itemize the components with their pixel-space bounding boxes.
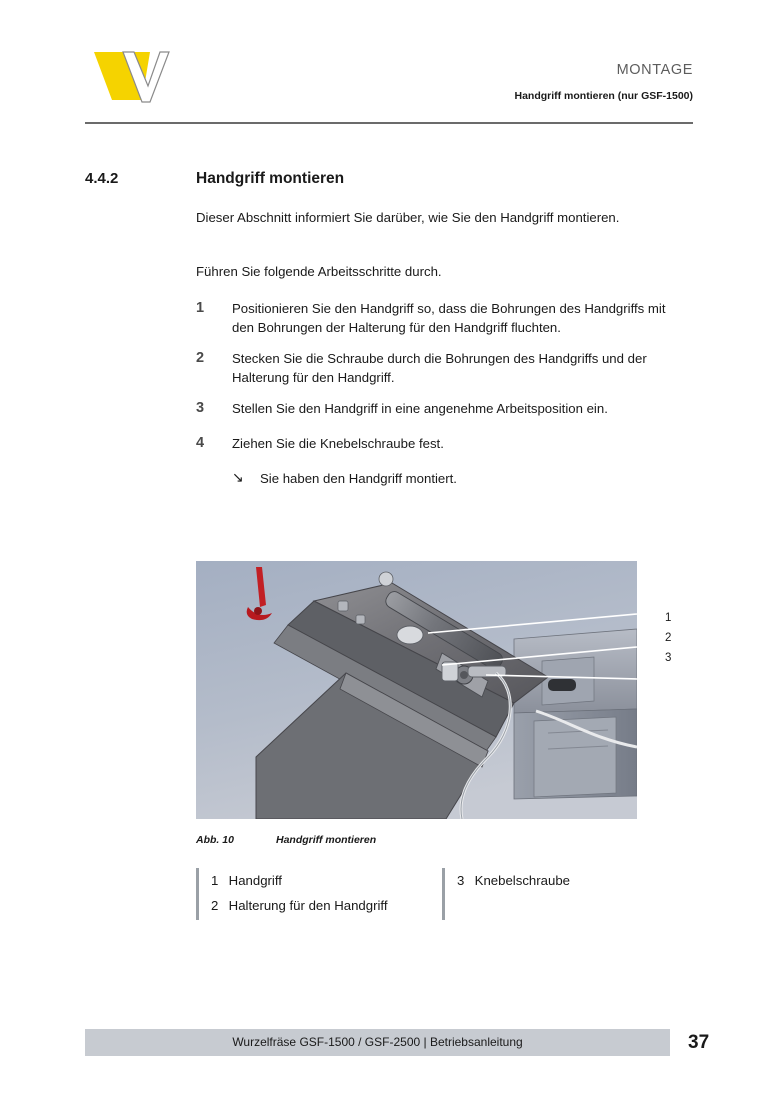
callout-1: 1	[665, 612, 672, 624]
legend-label: Halterung für den Handgriff	[228, 898, 388, 913]
step-text: Stecken Sie die Schraube durch die Bohrungen des Handgriffs und der Halterung für den Handgriff.	[232, 351, 647, 385]
procedure-steps	[196, 300, 691, 490]
company-logo	[90, 48, 182, 110]
step-number: 4	[196, 435, 205, 451]
header-chapter-title: MONTAGE	[616, 62, 693, 78]
intro-paragraph-1: Dieser Abschnitt informiert Sie darüber, wie Sie den Handgriff montieren.	[196, 210, 620, 225]
list-item	[196, 300, 691, 337]
footer-text: Wurzelfräse GSF-1500 / GSF-2500 | Betriebsanleitung	[232, 1035, 523, 1049]
step-text: Stellen Sie den Handgriff in eine angenehme Arbeitsposition ein.	[232, 401, 608, 416]
list-item	[196, 435, 691, 457]
callout-3: 3	[665, 652, 672, 664]
list-item	[196, 400, 691, 422]
list-item	[457, 868, 688, 893]
list-item	[211, 868, 442, 893]
step-result	[232, 470, 691, 490]
figure-caption-text: Handgriff montieren	[276, 834, 377, 846]
figure-image	[196, 561, 637, 819]
intro-paragraph-2: Führen Sie folgende Arbeitsschritte durch.	[196, 264, 442, 279]
figure-callout-numbers	[665, 608, 685, 668]
list-item	[196, 350, 691, 387]
page-number: 37	[688, 1032, 710, 1053]
list-item	[211, 893, 442, 918]
legend-column-right	[442, 868, 688, 920]
section-number: 4.4.2	[85, 170, 119, 187]
result-text: Sie haben den Handgriff montiert.	[260, 471, 457, 486]
page-header	[85, 48, 693, 120]
result-arrow-icon: ↘	[232, 469, 244, 485]
legend-number: 2	[211, 898, 219, 913]
legend-column-left	[196, 868, 442, 920]
legend-label: Handgriff	[228, 873, 282, 888]
step-text: Ziehen Sie die Knebelschraube fest.	[232, 436, 444, 451]
callout-2: 2	[665, 632, 672, 644]
legend-number: 1	[211, 873, 219, 888]
legend-label: Knebelschraube	[474, 873, 570, 888]
header-divider	[85, 122, 693, 124]
figure-legend	[196, 868, 688, 924]
figure-caption-number: Abb. 10	[196, 834, 234, 846]
step-number: 3	[196, 400, 205, 416]
step-number: 2	[196, 350, 205, 366]
page-title: Handgriff montieren	[196, 170, 345, 187]
legend-number: 3	[457, 873, 465, 888]
header-section-subtitle: Handgriff montieren (nur GSF-1500)	[514, 90, 693, 102]
step-text: Positionieren Sie den Handgriff so, dass die Bohrungen des Handgriffs mit den Bohrungen der Halterung für den Handgriff fluchten.	[232, 301, 666, 335]
step-number: 1	[196, 300, 205, 316]
